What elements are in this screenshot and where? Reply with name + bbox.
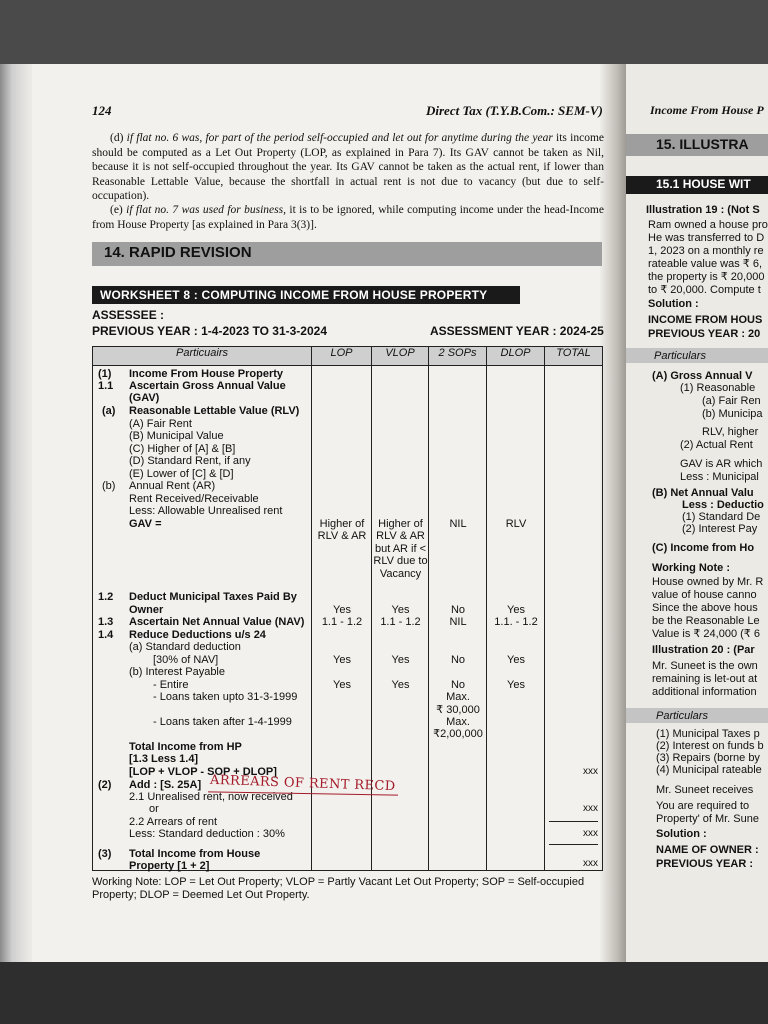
row-label: Less: Allowable Unrealised rent (129, 505, 283, 517)
row-label: Ascertain Gross Annual Value (129, 380, 286, 392)
right-table-line: (1) Reasonable (680, 382, 756, 394)
right-table-header-label: Particulars (654, 350, 706, 362)
sop-mt: No (450, 604, 466, 616)
right-table-line: (A) Gross Annual V (652, 370, 753, 382)
row-label: Property [1 + 2] (129, 860, 210, 872)
total-rule (549, 844, 598, 845)
row-label: Total Income from House (129, 848, 261, 860)
col-header-vlop: VLOP (372, 347, 429, 366)
row-label: (C) Higher of [A] & [B] (129, 443, 236, 455)
row-label: (GAV) (129, 392, 160, 404)
intro-item-e: (e) if flat no. 7 was used for business, it is to be ignored, while computing income under the head-Income from House Property [as explained in Para 3(3)]. (92, 204, 604, 231)
row-number: (3) (98, 848, 112, 860)
illustration-19-title: Illustration 19 : (Not S (646, 204, 760, 216)
working-note-label: Working Note : (652, 562, 731, 574)
right-table-line: (a) Fair Ren (702, 395, 761, 407)
assessee-label: ASSESSEE : (92, 308, 165, 322)
row-label: 2.2 Arrears of rent (129, 816, 218, 828)
lop-gav: RLV & AR (317, 530, 367, 542)
total-value: xxx (583, 766, 598, 777)
solution-label: Solution : (648, 298, 699, 310)
sop-max-value: ₹ 30,000 (436, 704, 480, 716)
dlop-nav: 1.1. - 1.2 (494, 616, 538, 628)
lop-sd: Yes (333, 654, 351, 666)
right-table-line: Less : Municipal (680, 471, 759, 483)
intro-item-d: (d) if flat no. 6 was, for part of the period self-occupied and let out for anytime during the year its income should be computed as a Let Out Property (LOP, as explained in Para 7). Its GAV cannot be taken as Nil, because it is not self-occupied throughout the year. Its GAV cannot be taken as the actual rent, if lower than Reasonable Lettable Value, because the shortfall in actual rent is not due to vacancy (but due to self-occupation). (92, 132, 604, 203)
illustration-20-line: Property' of Mr. Sune (656, 813, 759, 825)
solution-label-2: Solution : (656, 828, 707, 840)
row-label: [LOP + VLOP - SOP + DLOP] (129, 766, 277, 778)
sop-gav: NIL (449, 518, 467, 530)
working-note-line: be the Reasonable Le (652, 615, 760, 627)
right-table-line: (2) Actual Rent (680, 439, 753, 451)
total-rule (549, 821, 598, 822)
sop-max-label: Max. (446, 716, 470, 728)
working-note: Working Note: LOP = Let Out Property; VLOP = Partly Vacant Let Out Property; SOP = Self-occupied Property; DLOP = Deemed Let Out Property. (92, 876, 585, 901)
row-label: Less: Standard deduction : 30% (129, 828, 285, 840)
row-label: (a) Standard deduction (129, 641, 241, 653)
illustration-20-line: remaining is let-out at (652, 673, 758, 685)
right-table-line: (B) Net Annual Valu (652, 487, 754, 499)
illustration-19-line: Ram owned a house pro (648, 219, 768, 231)
row-label: (E) Lower of [C] & [D] (129, 468, 234, 480)
right-table-line: (1) Standard De (682, 511, 761, 523)
row-number: (1) (98, 368, 112, 380)
worksheet-title: WORKSHEET 8 : COMPUTING INCOME FROM HOUSE PROPERTY (100, 288, 488, 302)
right-list-line: (1) Municipal Taxes p (656, 728, 760, 740)
dlop-sd: Yes (507, 654, 525, 666)
page-number: 124 (92, 103, 112, 118)
working-note-line: House owned by Mr. R (652, 576, 764, 588)
running-head: Direct Tax (T.Y.B.Com.: SEM-V) (426, 103, 603, 118)
dlop-column (487, 366, 545, 871)
total-value: xxx (583, 828, 598, 839)
row-label: (D) Standard Rent, if any (129, 455, 251, 467)
row-label: Owner (129, 604, 164, 616)
illustration-20-line: Mr. Suneet receives (656, 784, 754, 796)
right-table-line: GAV is AR which (680, 458, 763, 470)
vlop-gav: Vacancy (379, 568, 422, 580)
row-number: (2) (98, 779, 112, 791)
previous-year: PREVIOUS YEAR : 1-4-2023 TO 31-3-2024 (92, 324, 327, 338)
row-number: 1.3 (98, 616, 114, 628)
col-header-lop: LOP (312, 347, 372, 366)
col-header-dlop: DLOP (487, 347, 545, 366)
row-label: 2.1 Unrealised rent, now received (129, 791, 293, 803)
illustration-19-line: rateable value was ₹ 6, (648, 258, 763, 270)
row-label: Deduct Municipal Taxes Paid By (129, 591, 297, 603)
desk-background-top (0, 0, 768, 64)
total-column (545, 366, 603, 871)
lop-ip: Yes (333, 679, 351, 691)
vlop-gav: Higher of (378, 518, 423, 530)
handwritten-annotation: ARREARS OF RENT RECD (209, 772, 396, 795)
right-list-line: (2) Interest on funds b (656, 740, 764, 752)
vlop-ip: Yes (391, 679, 410, 691)
row-label: Ascertain Net Annual Value (NAV) (129, 616, 305, 628)
dlop-ip: Yes (507, 679, 525, 691)
row-number: 1.2 (98, 591, 114, 603)
previous-year-2: PREVIOUS YEAR : (656, 858, 753, 870)
lop-mt: Yes (333, 604, 351, 616)
illustration-20-line: You are required to (656, 800, 750, 812)
table-header-row (93, 347, 603, 366)
row-label: (b) Interest Payable (129, 666, 225, 678)
col-header-total: TOTAL (545, 347, 603, 366)
vlop-mt: Yes (391, 604, 410, 616)
sop-ip: No (450, 679, 466, 691)
illustration-20-title: Illustration 20 : (Par (652, 644, 755, 656)
sop-max-label: Max. (446, 691, 470, 703)
sop-column (429, 366, 487, 871)
vlop-gav: RLV due to (373, 555, 428, 567)
row-number: (b) (102, 480, 116, 492)
row-number: (a) (102, 405, 116, 417)
row-label: - Loans taken upto 31-3-1999 (153, 691, 298, 703)
sop-max-value: ₹2,00,000 (433, 728, 483, 740)
right-subsection-title: 15.1 HOUSE WIT (656, 177, 751, 191)
illustration-19-line: the property is ₹ 20,000 (648, 271, 765, 283)
row-label: Total Income from HP (129, 741, 242, 753)
row-label: Rent Received/Receivable (129, 493, 259, 505)
working-note-line: Value is ₹ 24,000 (₹ 6 (652, 628, 760, 640)
illustration-19-line: 1, 2023 on a monthly re (648, 245, 764, 257)
col-header-particulars: Particuairs (93, 347, 312, 366)
right-table-line: (2) Interest Pay (682, 523, 758, 535)
sop-nav: NIL (449, 616, 467, 628)
lop-gav: Higher of (319, 518, 365, 530)
illustration-19-line: He was transferred to D (648, 232, 765, 244)
row-label: [30% of NAV] (153, 654, 219, 666)
income-heading: INCOME FROM HOUS (648, 314, 763, 326)
right-table-line: RLV, higher (702, 426, 759, 438)
name-of-owner: NAME OF OWNER : (656, 844, 759, 856)
sop-sd: No (450, 654, 466, 666)
vlop-gav: RLV & AR (376, 530, 425, 542)
row-label: Reasonable Lettable Value (RLV) (129, 405, 300, 417)
right-table-line: (b) Municipa (702, 408, 763, 420)
working-note-line: value of house canno (652, 589, 757, 601)
desk-background-bottom (0, 962, 768, 1024)
previous-year-heading: PREVIOUS YEAR : 20 (648, 328, 761, 340)
row-label: (A) Fair Rent (129, 418, 192, 430)
lop-nav: 1.1 - 1.2 (321, 616, 363, 628)
illustration-20-line: Mr. Suneet is the own (652, 660, 758, 672)
row-number: 1.4 (98, 629, 114, 641)
row-number: 1.1 (98, 380, 114, 392)
assessment-year: ASSESSMENT YEAR : 2024-25 (430, 324, 604, 338)
total-value: xxx (583, 858, 598, 869)
vlop-nav: 1.1 - 1.2 (380, 616, 421, 628)
total-value: xxx (583, 803, 598, 814)
row-label: Annual Rent (AR) (129, 480, 216, 492)
working-note-line: Since the above hous (652, 602, 758, 614)
dlop-gav: RLV (505, 518, 527, 530)
row-label: [1.3 Less 1.4] (129, 753, 199, 765)
row-label: GAV = (129, 518, 162, 530)
row-label: Add : [S. 25A] (129, 779, 202, 791)
right-page (626, 64, 768, 962)
vlop-gav: but AR if < (374, 543, 427, 555)
vlop-sd: Yes (391, 654, 410, 666)
row-label: Reduce Deductions u/s 24 (129, 629, 266, 641)
right-table-line: (C) Income from Ho (652, 542, 755, 554)
right-table-line: Less : Deductio (682, 499, 764, 511)
particulars-column (93, 366, 312, 871)
right-list-line: (3) Repairs (borne by (656, 752, 760, 764)
row-label: - Loans taken after 1-4-1999 (153, 716, 292, 728)
dlop-mt: Yes (507, 604, 525, 616)
right-list-line: (4) Municipal rateable (656, 764, 762, 776)
right-section-title: 15. ILLUSTRA (656, 136, 749, 152)
row-label: Income From House Property (129, 368, 284, 380)
row-label: (B) Municipal Value (129, 430, 224, 442)
illustration-19-line: to ₹ 20,000. Compute t (648, 284, 761, 296)
right-table-header-label-2: Particulars (656, 710, 708, 722)
row-label: - Entire (153, 679, 189, 691)
illustration-20-line: additional information (652, 686, 757, 698)
row-label: or (149, 803, 159, 815)
section-title: 14. RAPID REVISION (104, 244, 252, 261)
col-header-2sops: 2 SOPs (429, 347, 487, 366)
right-running-head: Income From House P (650, 103, 764, 117)
